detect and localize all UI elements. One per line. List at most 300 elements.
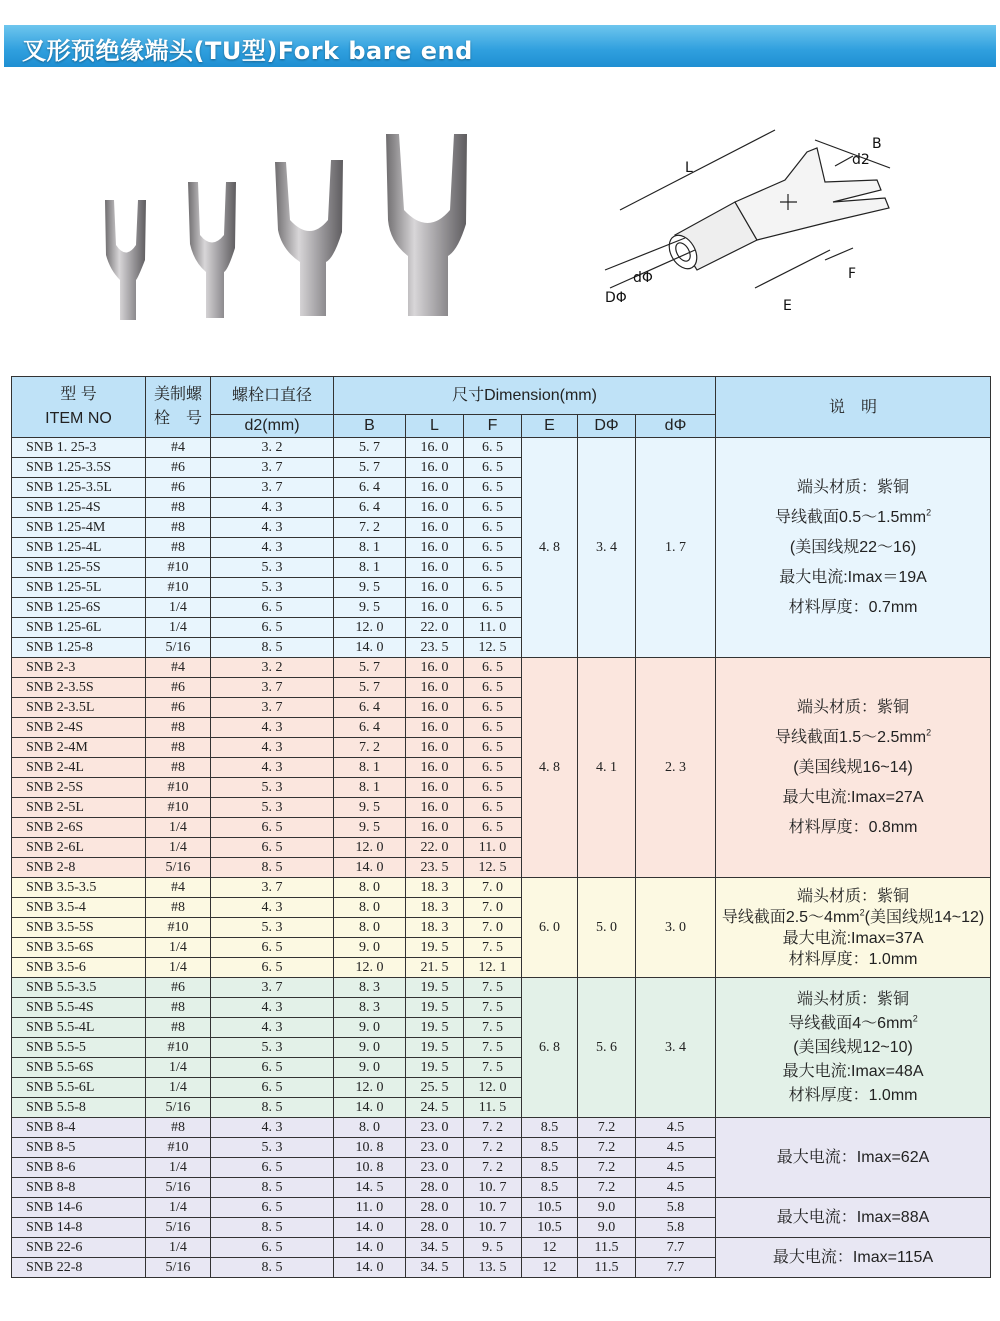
- table-cell: 23. 0: [406, 1138, 464, 1158]
- dimension-diagram: [585, 110, 925, 325]
- table-cell-merged: 4. 8: [522, 658, 578, 878]
- table-cell: 16. 0: [406, 678, 464, 698]
- table-cell: #8: [146, 518, 211, 538]
- table-cell: 7. 5: [464, 1018, 522, 1038]
- product-photo: [90, 120, 480, 335]
- table-cell: 7. 0: [464, 878, 522, 898]
- table-cell: 5. 3: [211, 1138, 334, 1158]
- table-cell: 6. 4: [334, 698, 406, 718]
- table-cell: 28. 0: [406, 1218, 464, 1238]
- note-cell: [716, 978, 991, 1118]
- table-cell: 3. 7: [211, 878, 334, 898]
- table-cell: SNB 5.5-4L: [12, 1018, 146, 1038]
- table-cell: SNB 1.25-3.5L: [12, 478, 146, 498]
- table-cell: 12. 1: [464, 958, 522, 978]
- page-title: 叉形预绝缘端头(TU型)Fork bare end: [22, 37, 473, 65]
- table-cell: #10: [146, 1138, 211, 1158]
- table-cell: 19. 5: [406, 1058, 464, 1078]
- table-cell: SNB 1.25-6S: [12, 598, 146, 618]
- table-cell: 9. 5: [334, 798, 406, 818]
- table-cell: 23. 0: [406, 1158, 464, 1178]
- table-cell: 5. 7: [334, 458, 406, 478]
- table-cell: 23. 0: [406, 1118, 464, 1138]
- table-cell: 8. 5: [211, 858, 334, 878]
- header-d2-cn: 螺栓口直径: [211, 377, 334, 415]
- table-cell: 7.7: [636, 1238, 716, 1258]
- table-cell: 8. 1: [334, 538, 406, 558]
- label-Dphi: DΦ: [605, 290, 627, 306]
- table-cell: 3. 7: [211, 458, 334, 478]
- table-cell: SNB 2-3.5S: [12, 678, 146, 698]
- table-cell: 6. 4: [334, 718, 406, 738]
- table-cell: 7. 5: [464, 938, 522, 958]
- table-cell: SNB 1.25-4S: [12, 498, 146, 518]
- note-section-sup: 2: [912, 1013, 918, 1024]
- note-section-sup: 2: [926, 507, 932, 518]
- header-item-cn: 型 号: [60, 386, 97, 403]
- table-cell: #10: [146, 778, 211, 798]
- table-cell: 3. 7: [211, 478, 334, 498]
- table-cell: 6. 5: [464, 698, 522, 718]
- table-cell: SNB 14-6: [12, 1198, 146, 1218]
- table-cell: 11. 5: [464, 1098, 522, 1118]
- table-cell: SNB 5.5-3.5: [12, 978, 146, 998]
- table-cell: 8. 3: [334, 998, 406, 1018]
- table-header: [12, 377, 991, 438]
- table-cell: 4. 3: [211, 738, 334, 758]
- table-cell: 6. 5: [464, 558, 522, 578]
- table-cell: SNB 2-4S: [12, 718, 146, 738]
- table-cell-merged: 2. 3: [636, 658, 716, 878]
- table-cell: 6. 5: [464, 798, 522, 818]
- table-cell: SNB 2-3.5L: [12, 698, 146, 718]
- table-cell: #4: [146, 878, 211, 898]
- table-cell: 1/4: [146, 838, 211, 858]
- table-cell: SNB 2-8: [12, 858, 146, 878]
- table-cell: 9.0: [578, 1218, 636, 1238]
- table-cell: 4. 3: [211, 498, 334, 518]
- table-cell: 16. 0: [406, 438, 464, 458]
- table-cell: 8. 0: [334, 898, 406, 918]
- table-cell: #4: [146, 438, 211, 458]
- table-cell: 19. 5: [406, 1018, 464, 1038]
- table-cell: SNB 3.5-4: [12, 898, 146, 918]
- table-row: [12, 1238, 991, 1258]
- header-stud-line1: 美制螺: [153, 386, 202, 403]
- table-cell: 12. 0: [334, 838, 406, 858]
- table-cell: 6. 5: [464, 498, 522, 518]
- table-cell-merged: 5. 0: [578, 878, 636, 978]
- table-cell: 14. 0: [334, 858, 406, 878]
- table-cell: 21. 5: [406, 958, 464, 978]
- table-cell: 5. 3: [211, 578, 334, 598]
- table-cell: 6. 5: [464, 518, 522, 538]
- table-cell: 7. 5: [464, 978, 522, 998]
- table-cell: 9. 5: [334, 818, 406, 838]
- table-cell: #8: [146, 718, 211, 738]
- table-cell: 14. 0: [334, 1238, 406, 1258]
- table-cell: 6. 5: [211, 1078, 334, 1098]
- table-row: [12, 438, 991, 458]
- table-cell: 11. 0: [464, 838, 522, 858]
- table-cell: 10. 7: [464, 1198, 522, 1218]
- table-cell: 6. 4: [334, 498, 406, 518]
- table-cell: 9. 0: [334, 1058, 406, 1078]
- table-cell: 4. 3: [211, 1018, 334, 1038]
- note-thickness: 材料厚度：1.0mm: [788, 950, 918, 968]
- table-group: [12, 658, 991, 878]
- table-cell: 6. 5: [464, 438, 522, 458]
- table-cell: 16. 0: [406, 698, 464, 718]
- table-cell: SNB 1.25-8: [12, 638, 146, 658]
- table-cell: 8. 0: [334, 918, 406, 938]
- table-cell: 12: [522, 1258, 578, 1278]
- table-cell: 3. 7: [211, 698, 334, 718]
- table-cell: 7. 2: [334, 518, 406, 538]
- table-cell: SNB 2-4M: [12, 738, 146, 758]
- table-cell-merged: 3. 4: [578, 438, 636, 658]
- table-cell: 6. 5: [464, 578, 522, 598]
- table-cell: 7. 5: [464, 1038, 522, 1058]
- header-B: B: [334, 414, 406, 437]
- table-cell: SNB 22-8: [12, 1258, 146, 1278]
- table-cell: 5. 7: [334, 438, 406, 458]
- table-cell: 5/16: [146, 1178, 211, 1198]
- table-cell: 7. 2: [334, 738, 406, 758]
- table-cell-merged: 3. 4: [636, 978, 716, 1118]
- table-cell: 7. 2: [464, 1138, 522, 1158]
- table-cell: 16. 0: [406, 498, 464, 518]
- table-cell: 12: [522, 1238, 578, 1258]
- table-cell: 5. 3: [211, 558, 334, 578]
- table-cell: 5. 7: [334, 658, 406, 678]
- table-cell: SNB 2-6L: [12, 838, 146, 858]
- table-cell: SNB 2-3: [12, 658, 146, 678]
- table-cell: 16. 0: [406, 518, 464, 538]
- label-E: E: [783, 298, 792, 314]
- table-cell: 6. 5: [464, 658, 522, 678]
- note-current: 最大电流:Imax＝19A: [779, 568, 927, 586]
- table-cell: #6: [146, 458, 211, 478]
- table-cell: 14. 0: [334, 638, 406, 658]
- table-cell: 1/4: [146, 1238, 211, 1258]
- table-cell: 8. 1: [334, 558, 406, 578]
- table-cell: 5. 3: [211, 778, 334, 798]
- table-cell: #8: [146, 998, 211, 1018]
- table-cell: 6. 5: [211, 838, 334, 858]
- note-current: 最大电流:Imax=48A: [782, 1062, 924, 1080]
- table-cell: SNB 14-8: [12, 1218, 146, 1238]
- table-cell: 18. 3: [406, 918, 464, 938]
- table-cell: SNB 1.25-6L: [12, 618, 146, 638]
- table-cell: 6. 5: [211, 1058, 334, 1078]
- table-cell: 16. 0: [406, 538, 464, 558]
- table-cell: 7. 5: [464, 998, 522, 1018]
- table-cell: SNB 3.5-6S: [12, 938, 146, 958]
- note-material: 端头材质：紫铜: [797, 887, 910, 905]
- table-cell: 11. 0: [334, 1198, 406, 1218]
- table-cell: 16. 0: [406, 578, 464, 598]
- table-cell: 5. 3: [211, 798, 334, 818]
- table-cell: #10: [146, 578, 211, 598]
- table-cell: 9. 5: [334, 598, 406, 618]
- table-cell: SNB 5.5-5: [12, 1038, 146, 1058]
- table-cell: 1/4: [146, 938, 211, 958]
- table-cell: SNB 5.5-6L: [12, 1078, 146, 1098]
- table-cell: 6. 5: [464, 818, 522, 838]
- table-cell: #8: [146, 498, 211, 518]
- table-cell: 6. 5: [464, 598, 522, 618]
- table-cell: SNB 5.5-4S: [12, 998, 146, 1018]
- note-material: 端头材质：紫铜: [797, 990, 910, 1008]
- table-cell: 10.5: [522, 1218, 578, 1238]
- table-cell: 7. 0: [464, 918, 522, 938]
- table-cell: 1/4: [146, 818, 211, 838]
- table-cell-merged: 1. 7: [636, 438, 716, 658]
- table-cell: 11. 0: [464, 618, 522, 638]
- table-cell: 8. 5: [211, 1178, 334, 1198]
- label-dphi: dΦ: [633, 270, 653, 286]
- table-cell: 28. 0: [406, 1178, 464, 1198]
- spec-table: [11, 376, 991, 1278]
- note-section: 导线截面1.5～2.5mm: [774, 728, 927, 746]
- table-cell: 6. 5: [464, 478, 522, 498]
- table-cell: 7.7: [636, 1258, 716, 1278]
- table-cell: #8: [146, 1118, 211, 1138]
- table-cell: 22. 0: [406, 838, 464, 858]
- note-current: 最大电流:Imax=37A: [782, 929, 924, 947]
- table-group: [12, 878, 991, 978]
- note-section-sup: 2: [926, 727, 932, 738]
- terminal-medium: [188, 182, 236, 318]
- table-cell: 34. 5: [406, 1238, 464, 1258]
- table-cell: 14. 0: [334, 1098, 406, 1118]
- table-cell: #8: [146, 538, 211, 558]
- table-cell: #10: [146, 798, 211, 818]
- note-material: 端头材质：紫铜: [797, 478, 910, 496]
- table-cell: 10. 8: [334, 1138, 406, 1158]
- label-B: B: [872, 136, 882, 152]
- note-section-sup: 2: [859, 907, 865, 918]
- table-cell: #10: [146, 558, 211, 578]
- table-cell: SNB 8-4: [12, 1118, 146, 1138]
- table-cell: SNB 8-8: [12, 1178, 146, 1198]
- table-cell: 9. 5: [334, 578, 406, 598]
- table-cell: 4.5: [636, 1178, 716, 1198]
- table-cell: 14. 0: [334, 1218, 406, 1238]
- table-cell-merged: 6. 0: [522, 878, 578, 978]
- table-cell-merged: 4. 1: [578, 658, 636, 878]
- table-cell: SNB 1.25-3.5S: [12, 458, 146, 478]
- table-cell: #6: [146, 698, 211, 718]
- table-cell: 8. 5: [211, 1218, 334, 1238]
- terminal-small: [105, 200, 146, 320]
- table-cell: 13. 5: [464, 1258, 522, 1278]
- terminal-xlarge: [386, 134, 467, 316]
- table-row: [12, 1118, 991, 1138]
- note-cell: [716, 438, 991, 658]
- table-cell: 16. 0: [406, 738, 464, 758]
- table-cell: SNB 5.5-8: [12, 1098, 146, 1118]
- title-banner: [4, 25, 996, 67]
- table-cell: 6. 5: [211, 1158, 334, 1178]
- table-cell: 19. 5: [406, 978, 464, 998]
- table-cell: 7. 5: [464, 1058, 522, 1078]
- table-cell-merged: 6. 8: [522, 978, 578, 1118]
- header-dphi: dΦ: [636, 414, 716, 437]
- table-cell: SNB 1. 25-3: [12, 438, 146, 458]
- table-cell: 18. 3: [406, 878, 464, 898]
- table-cell: 12. 5: [464, 638, 522, 658]
- table-cell: 8.5: [522, 1138, 578, 1158]
- table-cell: 8. 1: [334, 778, 406, 798]
- table-group: [12, 438, 991, 658]
- note-awg: (美国线规12~10): [793, 1038, 913, 1056]
- table-cell: 16. 0: [406, 818, 464, 838]
- table-cell: 4.5: [636, 1138, 716, 1158]
- table-cell: 7. 2: [464, 1158, 522, 1178]
- header-dimension: 尺寸Dimension(mm): [334, 377, 716, 415]
- table-cell: 16. 0: [406, 778, 464, 798]
- table-cell: 8. 5: [211, 1258, 334, 1278]
- header-stud: [146, 377, 211, 438]
- table-cell: 1/4: [146, 598, 211, 618]
- table-cell: 10. 7: [464, 1218, 522, 1238]
- header-item-en: ITEM NO: [45, 410, 112, 427]
- table-row: [12, 978, 991, 998]
- table-cell: 1/4: [146, 618, 211, 638]
- table-cell: 8. 1: [334, 758, 406, 778]
- table-cell: SNB 1.25-4M: [12, 518, 146, 538]
- table-cell: 11.5: [578, 1238, 636, 1258]
- table-cell: 5.8: [636, 1198, 716, 1218]
- table-cell: 6. 5: [211, 818, 334, 838]
- table-cell: 14. 5: [334, 1178, 406, 1198]
- table-cell: 3. 2: [211, 438, 334, 458]
- table-cell: 19. 5: [406, 938, 464, 958]
- table-cell: SNB 2-5L: [12, 798, 146, 818]
- table-cell-merged: 3. 0: [636, 878, 716, 978]
- table-cell: 5/16: [146, 638, 211, 658]
- table-cell: SNB 22-6: [12, 1238, 146, 1258]
- table-cell: SNB 3.5-5S: [12, 918, 146, 938]
- table-cell: 16. 0: [406, 458, 464, 478]
- table-cell: #10: [146, 1038, 211, 1058]
- table-cell: 6. 5: [211, 938, 334, 958]
- table-cell: 12. 5: [464, 858, 522, 878]
- table-cell: 4.5: [636, 1118, 716, 1138]
- table-cell: 9.0: [578, 1198, 636, 1218]
- table-cell: 10. 8: [334, 1158, 406, 1178]
- table-cell: 28. 0: [406, 1198, 464, 1218]
- table-cell: 6. 5: [211, 958, 334, 978]
- header-E: E: [522, 414, 578, 437]
- table-cell: #6: [146, 978, 211, 998]
- table-cell: 3. 7: [211, 978, 334, 998]
- table-cell: SNB 1.25-5S: [12, 558, 146, 578]
- table-cell: 1/4: [146, 1198, 211, 1218]
- header-F: F: [464, 414, 522, 437]
- note-current: 最大电流：Imax=62A: [716, 1118, 991, 1198]
- table-cell: SNB 2-6S: [12, 818, 146, 838]
- table-cell: 24. 5: [406, 1098, 464, 1118]
- table-cell: 5/16: [146, 1098, 211, 1118]
- note-material: 端头材质：紫铜: [797, 698, 910, 716]
- table-cell: 3. 2: [211, 658, 334, 678]
- table-cell: 6. 5: [464, 758, 522, 778]
- table-cell: 25. 5: [406, 1078, 464, 1098]
- note-awg: (美国线规22～16): [789, 538, 917, 556]
- table-cell: 1/4: [146, 1058, 211, 1078]
- note-thickness: 材料厚度：0.8mm: [788, 818, 918, 836]
- table-cell: 4. 3: [211, 538, 334, 558]
- table-cell: 8.5: [522, 1118, 578, 1138]
- table-cell: 5/16: [146, 858, 211, 878]
- table-row: [12, 1198, 991, 1218]
- table-cell: 6. 5: [464, 458, 522, 478]
- table-cell: 16. 0: [406, 718, 464, 738]
- table-cell: 12. 0: [334, 958, 406, 978]
- table-cell: 16. 0: [406, 478, 464, 498]
- table-cell: 9. 0: [334, 1038, 406, 1058]
- table-cell: 6. 5: [464, 778, 522, 798]
- table-cell: SNB 3.5-3.5: [12, 878, 146, 898]
- table-group: [12, 978, 991, 1118]
- table-cell: 16. 0: [406, 758, 464, 778]
- table-cell: 12. 0: [334, 1078, 406, 1098]
- table-cell: SNB 8-5: [12, 1138, 146, 1158]
- table-cell: 5. 3: [211, 918, 334, 938]
- table-cell: 1/4: [146, 1078, 211, 1098]
- table-cell: 6. 5: [211, 618, 334, 638]
- table-cell: #8: [146, 898, 211, 918]
- table-cell: 19. 5: [406, 998, 464, 1018]
- table-cell: 1/4: [146, 1158, 211, 1178]
- table-cell: 22. 0: [406, 618, 464, 638]
- note-current: 最大电流:Imax=27A: [782, 788, 924, 806]
- table-row: [12, 658, 991, 678]
- table-group: [12, 1118, 991, 1278]
- table-cell: 16. 0: [406, 558, 464, 578]
- table-cell: #8: [146, 758, 211, 778]
- table-cell-merged: 5. 6: [578, 978, 636, 1118]
- table-cell: SNB 1.25-4L: [12, 538, 146, 558]
- terminal-large: [275, 160, 343, 316]
- table-cell: 23. 5: [406, 858, 464, 878]
- table-cell: 5. 7: [334, 678, 406, 698]
- table-cell: 6. 5: [211, 1198, 334, 1218]
- header-L: L: [406, 414, 464, 437]
- table-cell: 16. 0: [406, 658, 464, 678]
- table-cell: 5/16: [146, 1258, 211, 1278]
- table-cell: 8.5: [522, 1178, 578, 1198]
- table-cell: #10: [146, 918, 211, 938]
- table-cell: 7. 2: [464, 1118, 522, 1138]
- note-thickness: 材料厚度：1.0mm: [788, 1086, 918, 1104]
- table-cell: 34. 5: [406, 1258, 464, 1278]
- table-cell: #8: [146, 738, 211, 758]
- table-cell: #6: [146, 678, 211, 698]
- note-awg: (美国线规16~14): [793, 758, 913, 776]
- table-cell: 16. 0: [406, 798, 464, 818]
- table-row: [12, 878, 991, 898]
- table-cell: 4. 3: [211, 1118, 334, 1138]
- table-cell: 4.5: [636, 1158, 716, 1178]
- table-cell: 11.5: [578, 1258, 636, 1278]
- table-cell: 10. 7: [464, 1178, 522, 1198]
- table-cell: 12. 0: [464, 1078, 522, 1098]
- header-stud-line2: 栓 号: [153, 410, 202, 427]
